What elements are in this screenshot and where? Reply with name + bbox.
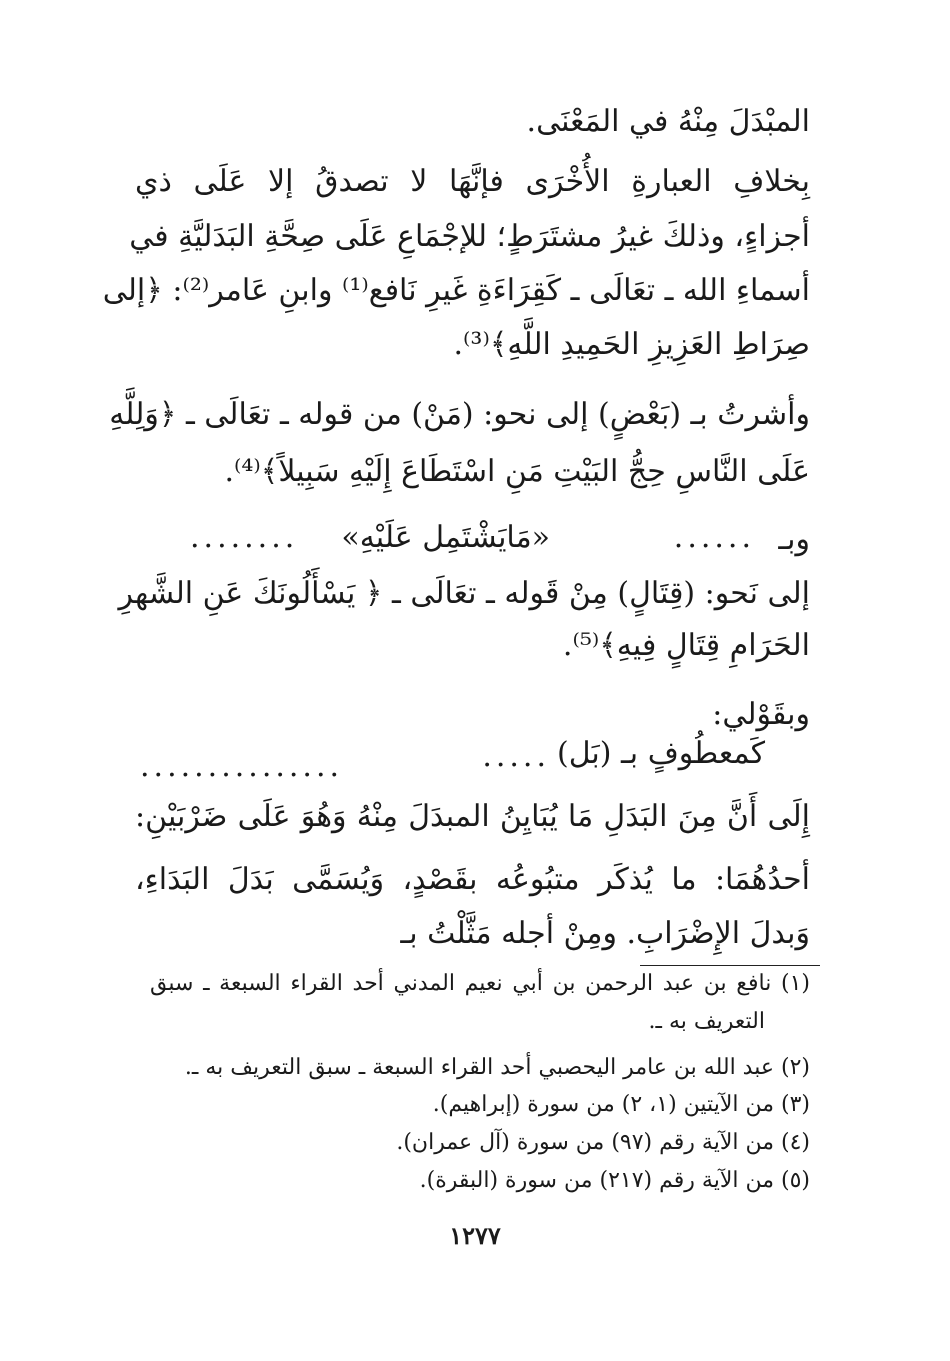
- body-line: عَلَى النَّاسِ حِجُّ البَيْتِ مَنِ اسْتَطَاعَ إِلَيْهِ سَبِيلاً﴾⁽⁴⁾.: [224, 454, 810, 489]
- body-line: صِرَاطِ العَزِيزِ الحَمِيدِ اللَّهِ﴾⁽³⁾.: [453, 327, 810, 362]
- verse-dots: .....: [482, 739, 550, 774]
- body-line: وَبدلَ الإِضْرَابِ. ومِنْ أجله مَثَّلْتُ بـ: [400, 916, 810, 951]
- footnote: (٢) عبد الله بن عامر اليحصبي أحد القراء السبعة ـ سبق التعريف به ـ.: [184, 1055, 810, 1080]
- body-line: المبْدَلَ مِنْهُ في المَعْنَى.: [526, 104, 810, 139]
- body-line: أجزاءٍ، وذلكَ غيرُ مشتَرَطٍ؛ للإجْمَاعِ عَلَى صِحَّةِ البَدَليَّةِ في: [129, 219, 810, 254]
- body-line: أسماءِ الله ـ تعَالَى ـ كَقِرَاءَةِ غَيرِ نَافع⁽¹⁾ وابنِ عَامر⁽²⁾: ﴿إلى: [102, 273, 810, 308]
- body-line: الحَرَامِ قِتَالٍ فِيهِ﴾⁽⁵⁾.: [562, 628, 810, 663]
- footnote: (٥) من الآية رقم (٢١٧) من سورة (البقرة).: [419, 1168, 810, 1193]
- page-number: ١٢٧٧: [449, 1221, 501, 1250]
- footnote: (٣) من الآيتين (١، ٢) من سورة (إبراهيم).: [432, 1092, 810, 1117]
- verse-dots: ........: [190, 520, 299, 555]
- body-line: إلى نَحو: (قِتَالٍ) مِنْ قَوله ـ تعَالَى ـ ﴿ يَسْأَلُونَكَ عَنِ الشَّهرِ: [118, 576, 810, 611]
- verse-dots: ...............: [140, 749, 344, 784]
- body-line: بِخلافِ العبارةِ الأُخْرَى فإنَّهَا لا تصدقُ إلا عَلَى ذي: [135, 164, 810, 199]
- footnote: التعريف به ـ.: [648, 1009, 765, 1034]
- body-line: إِلَى أَنَّ مِنَ البَدَلِ مَا يُبَايِنُ المبدَلَ مِنْهُ وَهُوَ عَلَى ضَرْبَيْنِ:: [135, 799, 810, 834]
- verse-quote: «مَايَشْتَمِل عَلَيْهِ»: [341, 520, 550, 555]
- footnote: (٤) من الآية رقم (٩٧) من سورة (آل عمران).: [396, 1130, 810, 1155]
- body-line: وبقَوْلي:: [712, 697, 810, 732]
- footnote-separator: [640, 965, 820, 966]
- verse-quote: كَمعطُوفٍ بـ (بَل): [557, 736, 765, 771]
- verse-prefix: وبـ: [778, 522, 810, 557]
- footnote: (١) نافع بن عبد الرحمن بن أبي نعيم المدني أحد القراء السبعة ـ سبق: [150, 971, 810, 996]
- body-line: وأشرتُ بـ (بَعْضٍ) إلى نحو: (مَنْ) من قوله ـ تعَالَى ـ ﴿وَلِلَّهِ: [109, 397, 810, 432]
- body-line: أحدُهُمَا: ما يُذكَر متبُوعُه بقَصْدٍ، وَيُسَمَّى بَدَلَ البَدَاءِ،: [135, 862, 810, 897]
- verse-dots: ......: [673, 520, 755, 555]
